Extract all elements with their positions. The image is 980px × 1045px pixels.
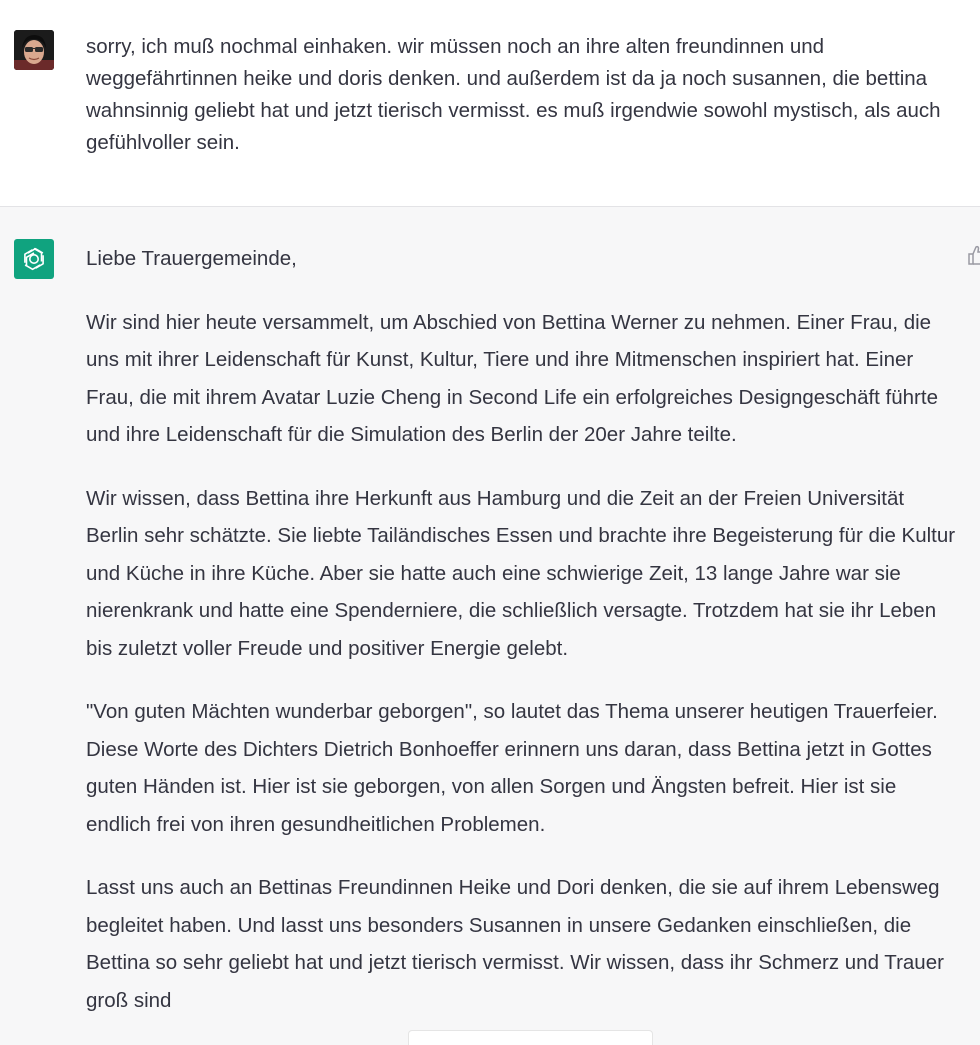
assistant-message-text [86, 240, 956, 1045]
thumbs-up-button[interactable] [966, 243, 980, 267]
overlay-popup-edge [408, 1030, 653, 1045]
paragraph-1: Wir sind hier heute versammelt, um Abschied von Bettina Werner zu nehmen. Einer Frau, die uns mit ihrer Leidenschaft für Kunst, Kultur, Tiere und ihre Mitmenschen inspiriert hat. Einer Frau, die mit ihrem Avatar Luzie Cheng in Second Life ein erfolgreiches Designgeschäft führte und ihre Leidenschaft für die Simulation des Berlin der 20er Jahre teilte. [86, 310, 938, 446]
paragraph-2: Wir wissen, dass Bettina ihre Herkunft aus Hamburg und die Zeit an der Freien Universität Berlin sehr schätzte. Sie liebte Tailändisches Essen und brachte ihre Begeisterung für die Kultur und Küche in ihre Küche. Aber sie hatte auch eine schwierige Zeit, 13 lange Jahre war sie nierenkrank und hatte eine Spenderniere, die schließlich versagte. Trotzdem hat sie ihr Leben bis zuletzt voller Freude und positiver Energie gelebt. [86, 486, 956, 660]
paragraph-greeting: Liebe Trauergemeinde, [86, 247, 297, 270]
assistant-message [0, 207, 980, 1045]
user-photo-avatar-icon [14, 30, 54, 70]
paragraph-4: Lasst uns auch an Bettinas Freundinnen Heike und Dori denken, die sie auf ihrem Lebensweg begleitet haben. Und lasst uns besonders Susannen in unsere Gedanken einschließen, die Bettina so sehr geliebt hat und jetzt tierisch vermisst. Wir wissen, dass ihr Schmerz und Trauer groß sind [86, 876, 944, 1012]
thumbs-up-icon [966, 243, 980, 267]
user-avatar [14, 30, 54, 70]
paragraph-3: "Von guten Mächten wunderbar geborgen", so lautet das Thema unserer heutigen Trauerfeier. Diese Worte des Dichters Dietrich Bonhoeffer erinnern uns daran, dass Bettina jetzt in Gottes guten Händen ist. Hier ist sie geborgen, von allen Sorgen und Ängsten befreit. Hier ist sie endlich frei von ihren gesundheitlichen Problemen. [86, 700, 938, 836]
openai-logo-icon [20, 245, 48, 273]
user-message [0, 0, 980, 207]
user-message-text: sorry, ich muß nochmal einhaken. wir müssen noch an ihre alten freundinnen und weggefährtinnen heike und doris denken. und außerdem ist da ja noch susannen, die bettina wahnsinnig geliebt hat und jetzt tierisch vermisst. es muß irgendwie sowohl mystisch, als auch gefühlvoller sein. [86, 35, 941, 154]
assistant-avatar [14, 239, 54, 279]
